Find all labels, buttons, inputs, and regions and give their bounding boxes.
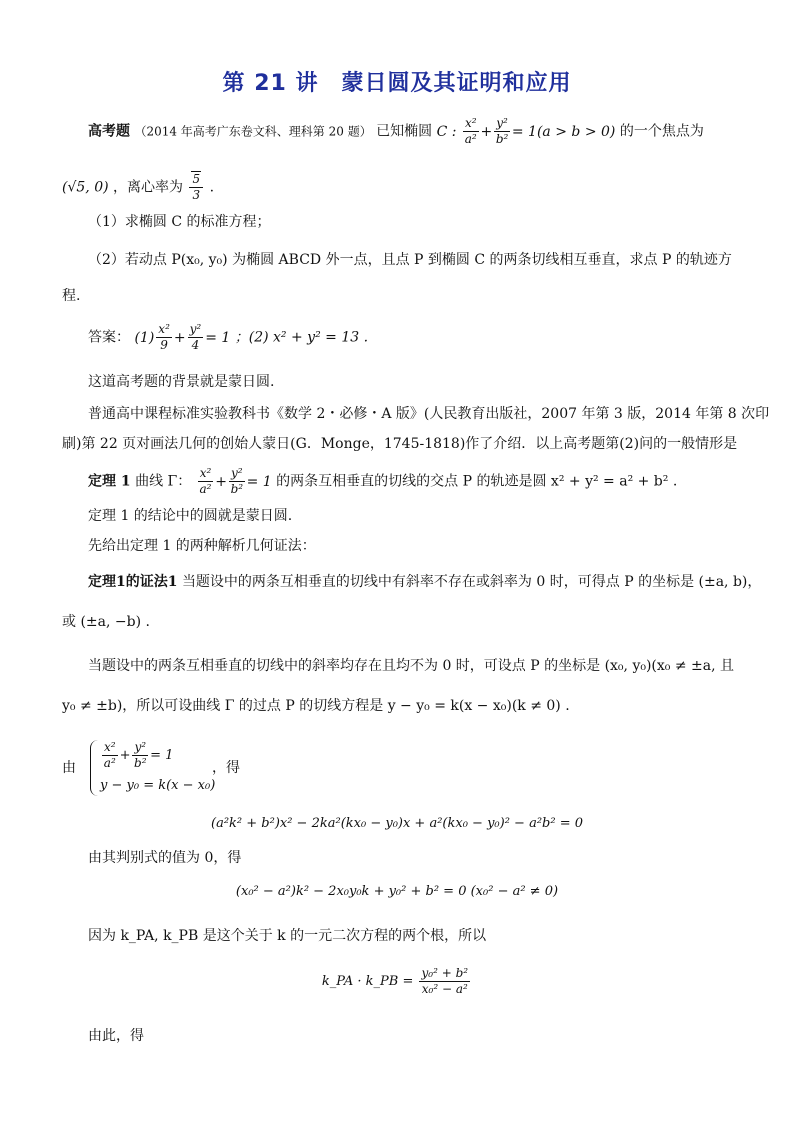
problem-source: （2014 年高考广东卷文科、理科第 20 题） <box>134 124 372 139</box>
question-1: （1）求椭圆 C 的标准方程； <box>88 214 271 230</box>
problem-line-1 <box>88 116 704 147</box>
focus-point: (√5, 0) <box>62 179 109 196</box>
answer-label: 答案： <box>88 329 130 346</box>
problem-ellipse-tail: 的一个焦点为 <box>619 123 704 140</box>
paragraph-5a: 当题设中的两条互相垂直的切线中的斜率均存在且均不为 0 时，可设点 P 的坐标是 (x₀, y₀)(x₀ ≠ ±a, 且 <box>88 658 735 674</box>
equation-2: (x₀² − a²)k² − 2x₀y₀k + y₀² + b² = 0 (x₀² − a² ≠ 0) <box>235 884 559 899</box>
theorem-1-text-b: 的两条互相垂直的切线的交点 P 的轨迹是圆 x² + y² = a² + b² . <box>276 473 678 490</box>
theorem-1 <box>88 466 677 497</box>
eccentricity-lead: ，离心率为 <box>113 179 184 196</box>
problem-intro: 已知椭圆 <box>376 123 433 140</box>
paragraph-7: 因为 k_PA, k_PB 是这个关于 k 的一元二次方程的两个根，所以 <box>88 928 487 944</box>
proof-1-label: 定理1的证法1 <box>88 574 178 590</box>
paragraph-3: 定理 1 的结论中的圆就是蒙日圆. <box>88 508 293 524</box>
equation-1: (a²k² + b²)x² − 2ka²(kx₀ − y₀)x + a²(kx₀ − y₀)² − a²b² = 0 <box>211 816 583 831</box>
system-row-2: y − y₀ = k(x − x₀) <box>100 778 216 793</box>
equation-3 <box>0 966 794 997</box>
answer-line <box>88 322 368 353</box>
equation-3-lhs: k_PA · k_PB = <box>321 974 414 989</box>
system-row-1: $\frac{\text{x²}}{\text{a²}}$ + $\frac{\text{y²}}{\text{b²}}$ = 1 <box>103 740 174 770</box>
get-label: ，得 <box>212 760 240 776</box>
theorem-1-text-a: 曲线 Γ： <box>135 473 192 490</box>
ellipse-equation: C : $\frac{\text{x²}}{\text{a²}}$ + $\frac{\text{y²}}{\text{b²}}$ = 1(a > b > 0) <box>436 116 620 146</box>
paragraph-2b: 刷)第 22 页对画法几何的创始人蒙日(G．Monge，1745-1818)作了介绍．以上高考题第(2)问的一般情形是 <box>62 436 738 452</box>
theorem-1-label: 定理 1 <box>88 473 131 490</box>
eccentricity-end: . <box>209 179 215 196</box>
theorem-1-curve: $\frac{\text{x²}}{\text{a²}}$ + $\frac{\text{y²}}{\text{b²}}$ = 1 <box>199 466 272 496</box>
answer-part-1: (1) $\frac{\text{x²}}{9}$ + $\frac{\text{y²}}{4}$ = 1 <box>134 322 231 352</box>
problem-label: 高考题 <box>88 123 130 140</box>
from-label: 由 <box>62 760 76 776</box>
paragraph-5b: y₀ ≠ ±b)，所以可设曲线 Γ 的过点 P 的切线方程是 y − y₀ = k(x − x₀)(k ≠ 0) . <box>62 698 570 714</box>
question-2-cont: 程. <box>62 288 81 304</box>
eccentricity-value: $\frac{5}{3}$ <box>189 172 203 203</box>
equation-3-numerator: y₀² + b² <box>421 966 469 980</box>
page-title: 第 21 讲 蒙日圆及其证明和应用 <box>222 71 572 96</box>
equation-3-fraction <box>419 966 470 997</box>
equation-3-denominator: x₀² − a² <box>421 982 468 996</box>
left-brace <box>90 740 99 796</box>
paragraph-1: 这道高考题的背景就是蒙日圆. <box>88 374 275 390</box>
paragraph-8: 由此，得 <box>88 1028 144 1044</box>
proof-1-text: 当题设中的两条互相垂直的切线中有斜率不存在或斜率为 0 时，可得点 P 的坐标是 (±a, b)， <box>181 574 762 590</box>
problem-line-2 <box>62 172 214 203</box>
proof-1-cont: 或 (±a, −b) . <box>62 614 150 630</box>
paragraph-2a: 普通高中课程标准实验教科书《数学 2・必修・A 版》(人民教育出版社，2007 年第 3 版，2014 年第 8 次印 <box>88 406 770 422</box>
proof-1 <box>88 572 761 592</box>
answer-part-2: ；(2) x² + y² = 13 . <box>234 329 369 346</box>
question-2: （2）若动点 P(x₀, y₀) 为椭圆 ABCD 外一点，且点 P 到椭圆 C 的两条切线相互垂直，求点 P 的轨迹方 <box>88 252 732 268</box>
paragraph-6: 由其判别式的值为 0，得 <box>88 850 242 866</box>
paragraph-4: 先给出定理 1 的两种解析几何证法： <box>88 538 316 554</box>
